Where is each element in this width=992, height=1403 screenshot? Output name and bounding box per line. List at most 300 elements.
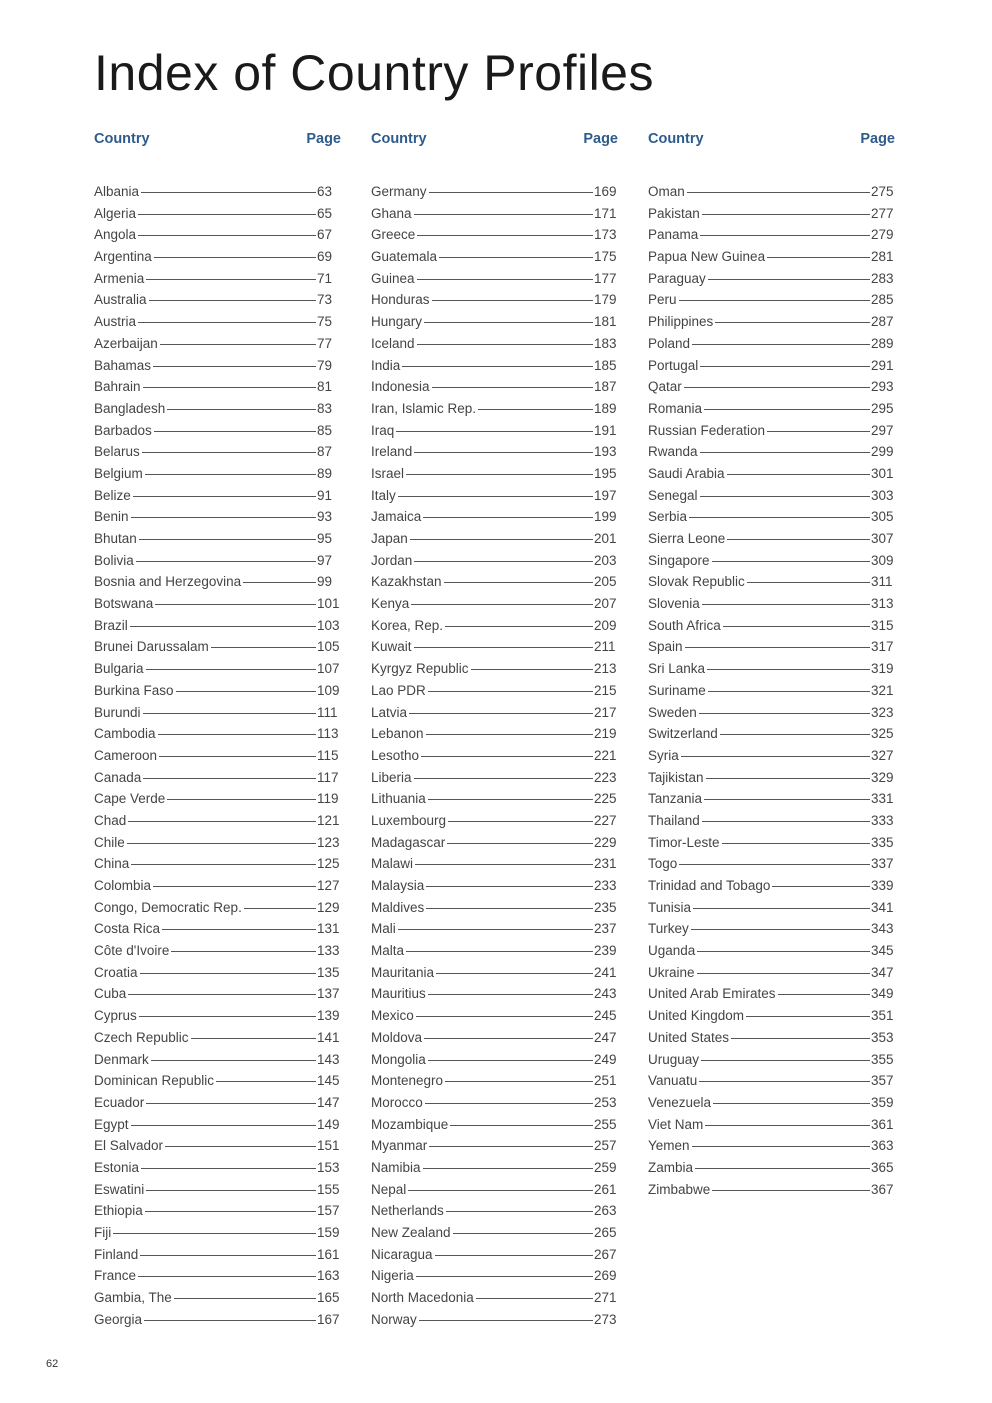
leader-line [398, 496, 593, 497]
leader-line [448, 821, 593, 822]
page-ref: 267 [594, 1246, 617, 1262]
index-entry [94, 962, 341, 984]
index-entry [94, 246, 341, 268]
index-entry [94, 810, 341, 832]
country-name: Costa Rica [94, 921, 161, 937]
leader-line [141, 1168, 316, 1169]
country-name: Belgium [94, 465, 143, 481]
leader-line [767, 431, 870, 432]
country-name: Panama [648, 227, 699, 243]
index-entry [648, 593, 895, 615]
index-entry [94, 897, 341, 919]
index-entry [648, 636, 895, 658]
index-entry [371, 1114, 618, 1136]
index-entry [648, 246, 895, 268]
page-ref: 129 [317, 899, 340, 915]
page-ref: 141 [317, 1029, 340, 1045]
leader-line [424, 322, 593, 323]
index-entry [371, 463, 618, 485]
country-name: Japan [371, 531, 408, 546]
index-entry [648, 224, 895, 246]
country-name: Maldives [371, 899, 425, 915]
index-entry [371, 1222, 618, 1244]
index-entry [94, 181, 341, 203]
index-entry [94, 940, 341, 962]
country-name: Oman [648, 184, 685, 199]
page-ref: 333 [871, 812, 894, 828]
country-name: Bahamas [94, 357, 152, 373]
country-name: Jamaica [371, 509, 422, 525]
country-name: Slovak Republic [648, 574, 745, 590]
leader-line [414, 214, 593, 215]
index-entry [371, 1135, 618, 1157]
leader-line [746, 1016, 870, 1017]
country-name: Fiji [94, 1225, 112, 1240]
country-name: Brunei Darussalam [94, 639, 209, 655]
leader-line [702, 821, 870, 822]
country-name: Denmark [94, 1051, 149, 1067]
page-ref: 169 [594, 184, 617, 199]
index-entry [648, 983, 895, 1005]
page-ref: 211 [594, 639, 616, 655]
leader-line [408, 1190, 593, 1191]
entry-list [94, 181, 341, 1330]
leader-line [154, 431, 316, 432]
leader-line [731, 1038, 870, 1039]
page-ref: 255 [594, 1116, 617, 1132]
country-name: Namibia [371, 1159, 421, 1175]
country-name: Togo [648, 856, 678, 872]
leader-line [445, 626, 593, 627]
index-entry [94, 268, 341, 290]
page-ref: 123 [317, 834, 340, 850]
country-name: Myanmar [371, 1138, 428, 1154]
country-name: Madagascar [371, 834, 446, 850]
index-entry [94, 1027, 341, 1049]
country-name: Argentina [94, 249, 152, 265]
country-name: Timor-Leste [648, 834, 720, 850]
index-entry [94, 420, 341, 442]
index-entry [371, 246, 618, 268]
leader-line [689, 517, 870, 518]
country-name: Italy [371, 487, 396, 503]
country-name: Sweden [648, 704, 697, 720]
column-header [94, 128, 341, 150]
index-entry [371, 1049, 618, 1071]
index-entry [94, 528, 341, 550]
page-ref: 353 [871, 1029, 894, 1045]
index-entry [94, 723, 341, 745]
leader-line [138, 235, 316, 236]
leader-line [406, 951, 593, 952]
country-name: Sri Lanka [648, 661, 706, 677]
index-entry [94, 1049, 341, 1071]
country-name: Syria [648, 747, 679, 763]
index-entry [648, 1005, 895, 1027]
leader-line [416, 1276, 593, 1277]
leader-line [693, 908, 870, 909]
country-name: Paraguay [648, 270, 706, 286]
leader-line [165, 1146, 316, 1147]
leader-line [143, 713, 316, 714]
index-entry [648, 702, 895, 724]
index-entry [648, 528, 895, 550]
leader-line [211, 647, 316, 648]
page-ref: 237 [594, 921, 617, 937]
country-name: Czech Republic [94, 1029, 189, 1045]
page-ref: 69 [317, 249, 333, 265]
index-entry [94, 441, 341, 463]
index-entry [371, 1265, 618, 1287]
page-ref: 227 [594, 812, 617, 828]
index-entry [648, 485, 895, 507]
country-name: Bhutan [94, 531, 137, 546]
country-name: Singapore [648, 552, 710, 568]
country-name: Papua New Guinea [648, 249, 766, 265]
country-name: Slovenia [648, 596, 700, 612]
index-entry [648, 658, 895, 680]
country-name: Uganda [648, 943, 696, 959]
country-name: Mexico [371, 1008, 414, 1024]
page-ref: 111 [317, 704, 338, 720]
page-ref: 335 [871, 834, 894, 850]
country-name: Estonia [94, 1159, 140, 1175]
page-ref: 241 [594, 964, 617, 980]
country-header: Country [94, 131, 150, 147]
page-ref: 347 [871, 964, 894, 980]
leader-line [723, 626, 870, 627]
page-ref: 315 [871, 617, 894, 633]
leader-line [691, 929, 870, 930]
index-entry [648, 680, 895, 702]
country-header: Country [371, 131, 427, 147]
country-name: Kyrgyz Republic [371, 661, 469, 677]
leader-line [142, 452, 316, 453]
index-column-2 [371, 128, 618, 1330]
leader-line [715, 322, 870, 323]
page-ref: 103 [317, 617, 340, 633]
country-name: Cameroon [94, 747, 158, 763]
country-name: Albania [94, 184, 140, 199]
page-ref: 327 [871, 747, 894, 763]
page-ref: 119 [317, 791, 339, 807]
leader-line [447, 843, 593, 844]
page-ref: 193 [594, 444, 617, 460]
page-ref: 257 [594, 1138, 617, 1154]
country-name: Germany [371, 184, 427, 199]
index-entry [371, 702, 618, 724]
country-name: Ethiopia [94, 1203, 143, 1219]
country-name: Georgia [94, 1311, 143, 1327]
leader-line [416, 1016, 593, 1017]
country-name: Kenya [371, 596, 410, 612]
country-name: South Africa [648, 617, 721, 633]
leader-line [159, 756, 316, 757]
page-ref: 329 [871, 769, 894, 785]
leader-line [244, 908, 316, 909]
leader-line [700, 235, 870, 236]
index-entry [94, 767, 341, 789]
index-entry [371, 875, 618, 897]
index-entry [371, 398, 618, 420]
index-entry [648, 788, 895, 810]
leader-line [685, 647, 870, 648]
index-entry [94, 1287, 341, 1309]
country-name: Egypt [94, 1116, 129, 1132]
country-name: Burundi [94, 704, 141, 720]
page-ref: 105 [317, 639, 340, 655]
leader-line [139, 539, 316, 540]
leader-line [432, 300, 593, 301]
page-ref: 295 [871, 400, 894, 416]
country-name: Qatar [648, 379, 682, 395]
country-name: Lebanon [371, 726, 424, 742]
index-entry [371, 333, 618, 355]
index-entry [648, 1092, 895, 1114]
country-name: Chad [94, 812, 127, 828]
country-name: Nepal [371, 1181, 407, 1197]
country-name: Chile [94, 834, 125, 850]
index-entry [371, 1070, 618, 1092]
page-ref: 113 [317, 726, 339, 742]
index-entry [648, 1179, 895, 1201]
leader-line [428, 691, 593, 692]
index-entry [94, 918, 341, 940]
country-name: Austria [94, 314, 137, 330]
country-header: Country [648, 131, 704, 147]
country-name: Sierra Leone [648, 531, 726, 546]
leader-line [145, 474, 316, 475]
country-name: Benin [94, 509, 129, 525]
index-entry [371, 745, 618, 767]
page-ref: 171 [594, 205, 617, 221]
country-name: Philippines [648, 314, 714, 330]
country-name: Moldova [371, 1029, 423, 1045]
index-entry [648, 962, 895, 984]
leader-line [697, 973, 870, 974]
country-name: Tajikistan [648, 769, 704, 785]
page-ref: 91 [317, 487, 333, 503]
index-entry [648, 875, 895, 897]
index-entry [371, 853, 618, 875]
country-name: Luxembourg [371, 812, 447, 828]
leader-line [154, 257, 316, 258]
index-entry [94, 658, 341, 680]
index-entry [371, 571, 618, 593]
index-entry [371, 1179, 618, 1201]
index-entry [648, 463, 895, 485]
leader-line [191, 1038, 316, 1039]
index-entry [371, 767, 618, 789]
index-entry [371, 615, 618, 637]
index-entry [94, 376, 341, 398]
index-entry [371, 203, 618, 225]
index-entry [371, 788, 618, 810]
leader-line [146, 669, 316, 670]
index-entry [648, 723, 895, 745]
index-entry [648, 767, 895, 789]
page-ref: 351 [871, 1008, 894, 1024]
leader-line [702, 214, 870, 215]
index-entry [371, 181, 618, 203]
leader-line [417, 344, 593, 345]
leader-line [700, 366, 870, 367]
page-ref: 251 [594, 1073, 617, 1089]
page-ref: 221 [594, 747, 617, 763]
page-header: Page [306, 131, 341, 147]
leader-line [396, 431, 593, 432]
country-name: Eswatini [94, 1181, 145, 1197]
leader-line [143, 387, 316, 388]
leader-line [708, 279, 870, 280]
leader-line [428, 1060, 593, 1061]
page-ref: 289 [871, 335, 894, 351]
leader-line [701, 1060, 870, 1061]
leader-line [414, 452, 593, 453]
page-ref: 235 [594, 899, 617, 915]
country-name: Serbia [648, 509, 688, 525]
page-ref: 361 [871, 1116, 894, 1132]
country-name: Bulgaria [94, 661, 144, 677]
index-entry [94, 506, 341, 528]
leader-line [146, 1190, 316, 1191]
page-ref: 343 [871, 921, 894, 937]
page-ref: 163 [317, 1268, 340, 1284]
country-name: Congo, Democratic Rep. [94, 899, 242, 915]
leader-line [720, 734, 870, 735]
country-name: Indonesia [371, 379, 430, 395]
leader-line [141, 192, 316, 193]
country-name: Belarus [94, 444, 140, 460]
page-ref: 107 [317, 661, 340, 677]
page-ref: 175 [594, 249, 617, 265]
country-name: Greece [371, 227, 416, 243]
leader-line [243, 582, 316, 583]
index-entry [371, 1092, 618, 1114]
leader-line [702, 604, 870, 605]
leader-line [429, 1146, 593, 1147]
page-ref: 297 [871, 422, 894, 438]
leader-line [747, 582, 870, 583]
leader-line [699, 1081, 870, 1082]
leader-line [406, 474, 593, 475]
leader-line [428, 994, 593, 995]
leader-line [445, 1081, 593, 1082]
page-ref: 157 [317, 1203, 340, 1219]
leader-line [130, 626, 316, 627]
page-ref: 253 [594, 1094, 617, 1110]
country-name: Korea, Rep. [371, 617, 444, 633]
country-name: Colombia [94, 878, 152, 893]
page-ref: 215 [594, 682, 617, 698]
index-entry [94, 571, 341, 593]
country-name: Ukraine [648, 964, 695, 980]
page-ref: 301 [871, 465, 894, 481]
index-entry [94, 1309, 341, 1331]
page-ref: 243 [594, 986, 617, 1002]
country-name: Côte d'Ivoire [94, 943, 170, 959]
index-entry [94, 983, 341, 1005]
page-ref: 145 [317, 1073, 340, 1089]
page-ref: 63 [317, 184, 333, 199]
page-ref: 179 [594, 292, 617, 308]
leader-line [144, 1320, 316, 1321]
leader-line [402, 366, 593, 367]
page-ref: 225 [594, 791, 617, 807]
page-ref: 109 [317, 682, 340, 698]
country-name: Iraq [371, 422, 395, 438]
country-name: Mongolia [371, 1051, 426, 1067]
country-name: United Arab Emirates [648, 986, 776, 1002]
index-entry [371, 940, 618, 962]
page-ref: 131 [317, 921, 340, 937]
leader-line [679, 300, 870, 301]
page-ref: 239 [594, 943, 617, 959]
page-ref: 205 [594, 574, 617, 590]
leader-line [699, 713, 870, 714]
index-entry [648, 940, 895, 962]
index-entry [94, 615, 341, 637]
index-entry [94, 485, 341, 507]
page-ref: 291 [871, 357, 894, 373]
index-entry [371, 897, 618, 919]
index-entry [648, 289, 895, 311]
country-name: Armenia [94, 270, 145, 286]
country-name: Guinea [371, 270, 415, 286]
country-name: Turkey [648, 921, 689, 937]
index-entry [648, 918, 895, 940]
leader-line [411, 604, 593, 605]
page-ref: 249 [594, 1051, 617, 1067]
leader-line [128, 994, 316, 995]
index-entry [648, 1070, 895, 1092]
index-entry [371, 1200, 618, 1222]
leader-line [700, 452, 870, 453]
leader-line [421, 756, 593, 757]
page-ref: 139 [317, 1008, 340, 1024]
leader-line [423, 517, 593, 518]
page-ref: 245 [594, 1008, 617, 1024]
index-entry [371, 723, 618, 745]
index-entry [648, 1027, 895, 1049]
index-entry [648, 832, 895, 854]
leader-line [471, 669, 593, 670]
country-name: Spain [648, 639, 683, 655]
page-ref: 81 [317, 379, 333, 395]
country-name: Cuba [94, 986, 127, 1002]
page-ref: 307 [871, 531, 894, 546]
page-ref: 213 [594, 661, 617, 677]
index-entry [648, 1049, 895, 1071]
page-title: Index of Country Profiles [94, 45, 654, 101]
index-entry [371, 528, 618, 550]
page-ref: 199 [594, 509, 617, 525]
country-name: Lithuania [371, 791, 426, 807]
page-ref: 177 [594, 270, 617, 286]
page-ref: 231 [594, 856, 617, 872]
index-entry [94, 1092, 341, 1114]
country-name: Dominican Republic [94, 1073, 215, 1089]
index-entry [94, 1265, 341, 1287]
entry-list [648, 181, 895, 1200]
index-entry [648, 1114, 895, 1136]
index-entry [94, 1135, 341, 1157]
country-name: Kazakhstan [371, 574, 442, 590]
page-ref: 357 [871, 1073, 894, 1089]
page-ref: 115 [317, 747, 339, 763]
country-name: Finland [94, 1246, 139, 1262]
leader-line [435, 1255, 593, 1256]
